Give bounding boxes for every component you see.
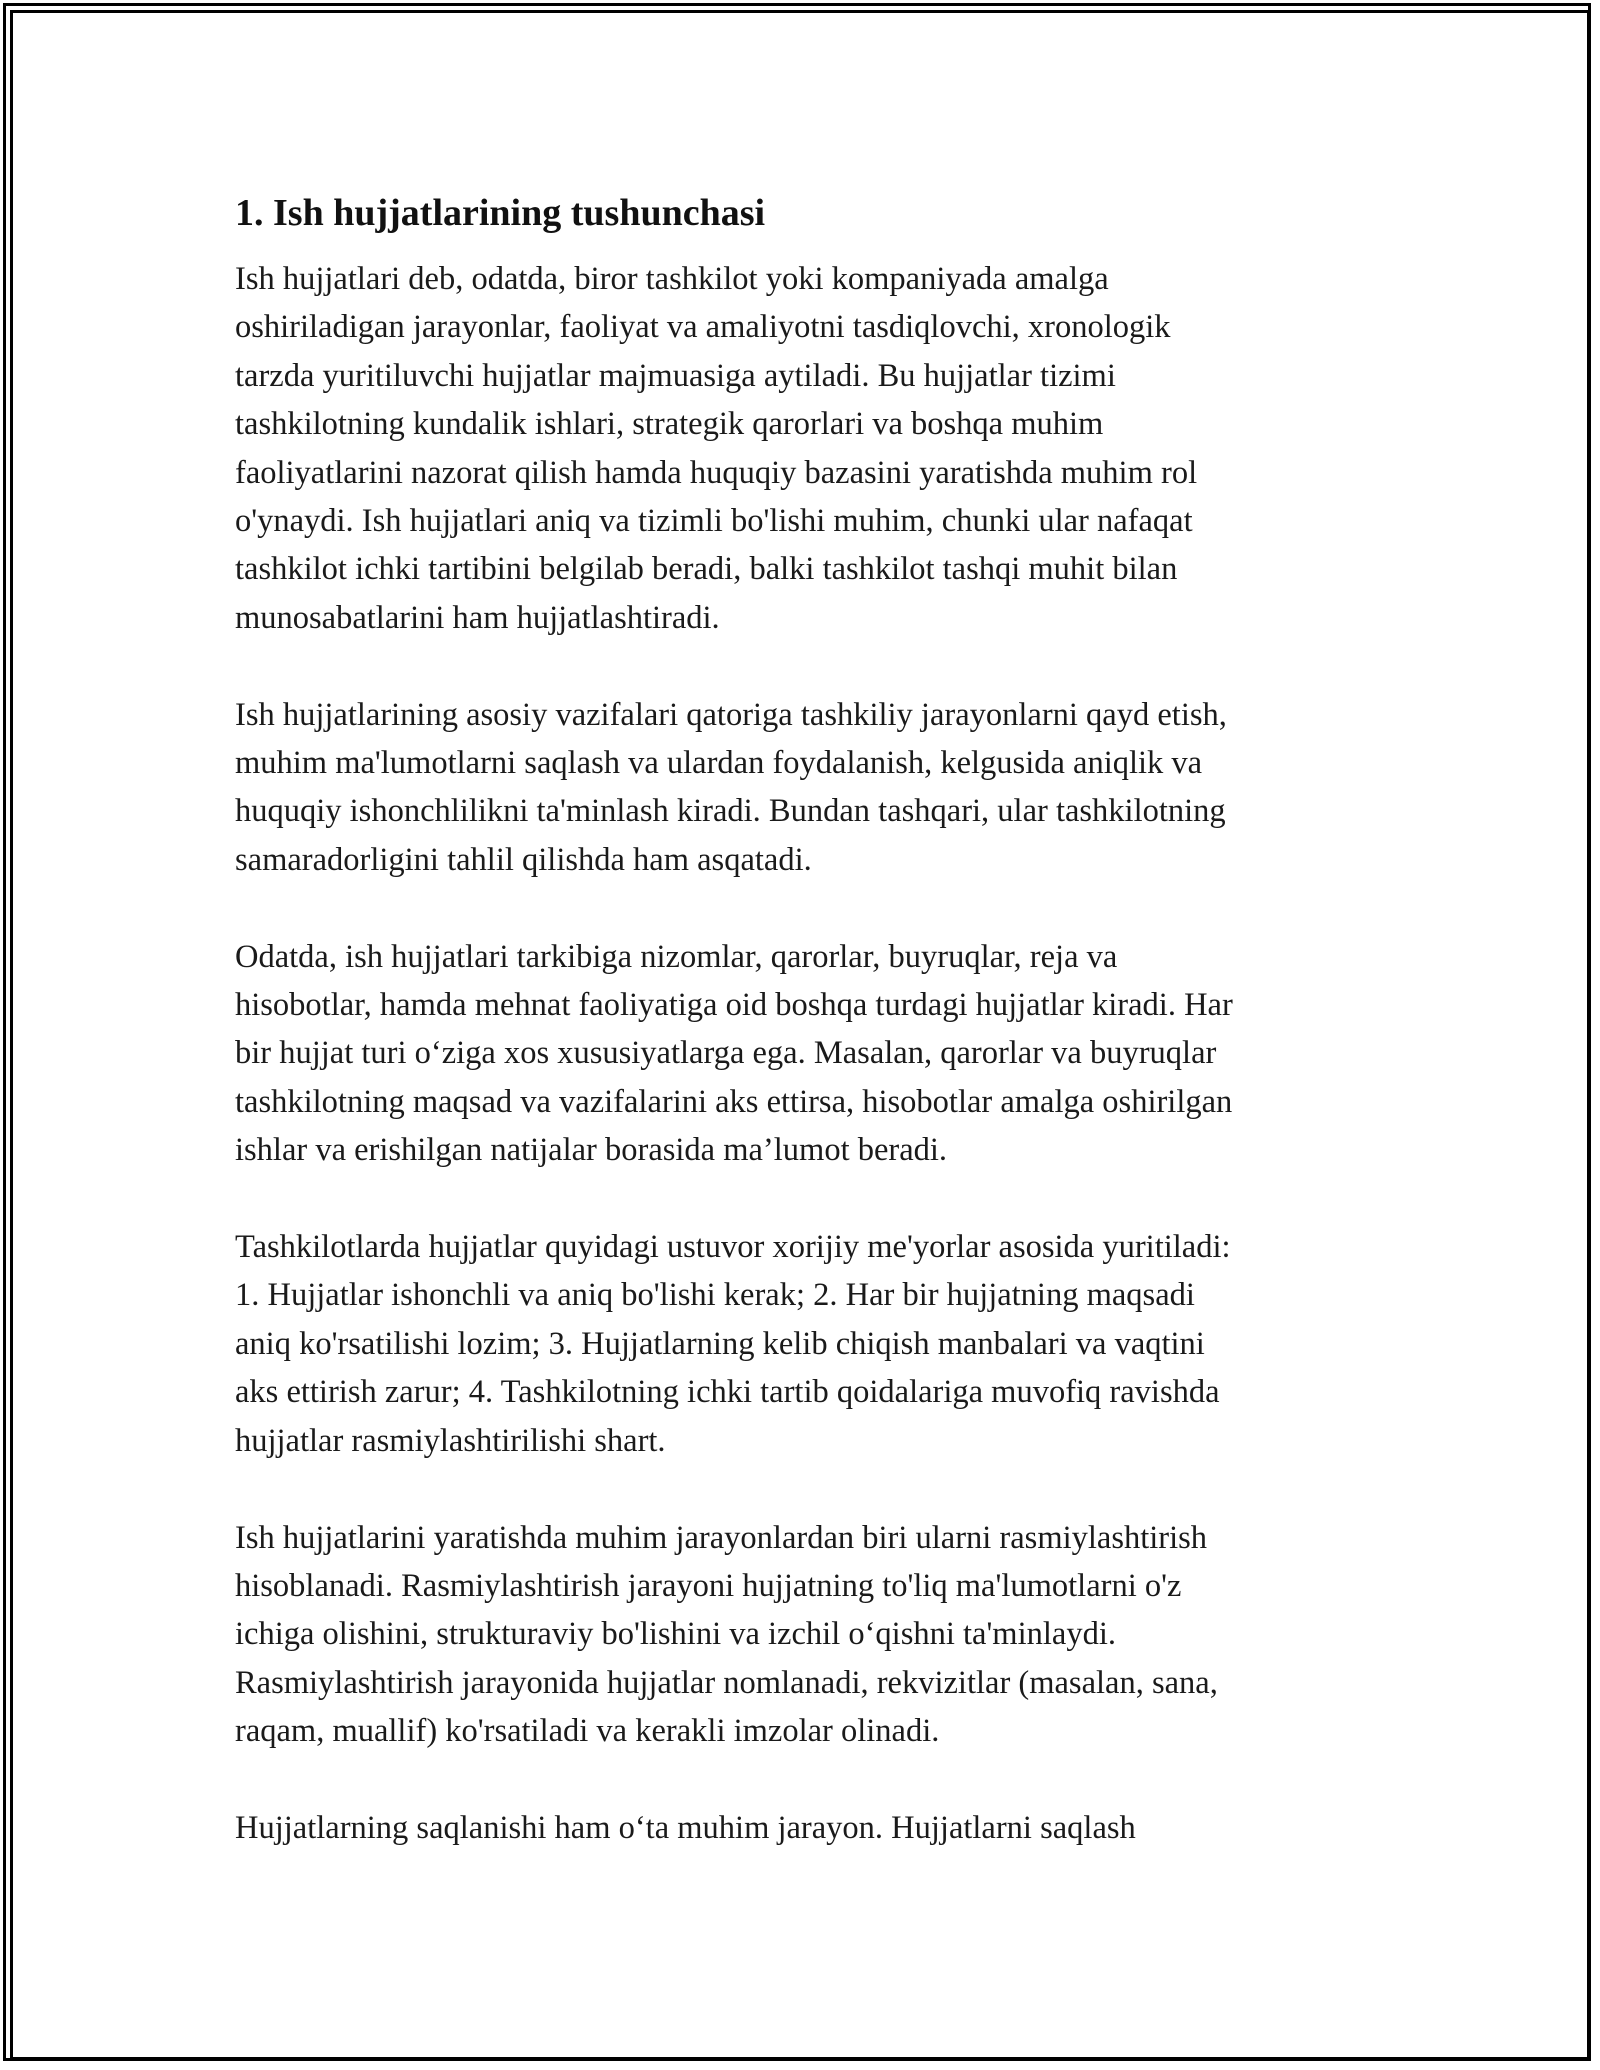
text-line: hisoblanadi. Rasmiylashtirish jarayoni hujjatning to'liq ma'lumotlarni o'z [235, 1567, 1182, 1604]
text-line: samaradorligini tahlil qilishda ham asqatadi. [235, 841, 812, 878]
paragraph-storage [235, 1804, 1375, 1852]
text-line: tashkilot ichki tartibini belgilab beradi, balki tashkilot tashqi muhit bilan [235, 551, 1178, 588]
section-heading: 1. Ish hujjatlarining tushunchasi [235, 192, 766, 234]
text-line: hisobotlar, hamda mehnat faoliyatiga oid boshqa turdagi hujjatlar kiradi. Har [235, 987, 1233, 1024]
text-line: ishlar va erishilgan natijalar borasida ma’lumot beradi. [235, 1132, 948, 1169]
text-line: o'ynaydi. Ish hujjatlari aniq va tizimli bo'lishi muhim, chunki ular nafaqat [235, 503, 1193, 540]
text-line: tashkilotning kundalik ishlari, strategik qarorlari va boshqa muhim [235, 406, 1104, 443]
text-line: 1. Hujjatlar ishonchli va aniq bo'lishi kerak; 2. Har bir hujjatning maqsadi [235, 1277, 1195, 1314]
text-line: Hujjatlarning saqlanishi ham o‘ta muhim jarayon. Hujjatlarni saqlash [235, 1809, 1136, 1846]
paragraph-composition [235, 933, 1375, 1175]
text-line: Ish hujjatlarining asosiy vazifalari qatoriga tashkiliy jarayonlarni qayd etish, [235, 696, 1227, 733]
paragraph-formalization [235, 1514, 1375, 1756]
text-line: aniq ko'rsatilishi lozim; 3. Hujjatlarning kelib chiqish manbalari va vaqtini [235, 1325, 1205, 1362]
text-line: munosabatlarini ham hujjatlashtiradi. [235, 599, 720, 636]
text-line: tashkilotning maqsad va vazifalarini aks ettirsa, hisobotlar amalga oshirilgan [235, 1083, 1233, 1120]
document-body [235, 185, 1375, 1901]
text-line: ichiga olishini, strukturaviy bo'lishini va izchil o‘qishni ta'minlaydi. [235, 1616, 1116, 1653]
paragraph-standards [235, 1223, 1375, 1465]
text-line: raqam, muallif) ko'rsatiladi va kerakli imzolar olinadi. [235, 1713, 940, 1750]
text-line: tarzda yuritiluvchi hujjatlar majmuasiga aytiladi. Bu hujjatlar tizimi [235, 357, 1116, 394]
text-line: bir hujjat turi o‘ziga xos xususiyatlarga ega. Masalan, qarorlar va buyruqlar [235, 1035, 1217, 1072]
paragraph-functions [235, 691, 1375, 885]
text-line: Tashkilotlarda hujjatlar quyidagi ustuvor xorijiy me'yorlar asosida yuritiladi: [235, 1229, 1231, 1266]
paragraph-definition [235, 255, 1375, 642]
text-line: hujjatlar rasmiylashtirilishi shart. [235, 1422, 666, 1459]
text-line: faoliyatlarini nazorat qilish hamda huquqiy bazasini yaratishda muhim rol [235, 454, 1198, 491]
text-line: Odatda, ish hujjatlari tarkibiga nizomlar, qarorlar, buyruqlar, reja va [235, 938, 1118, 975]
text-line: oshiriladigan jarayonlar, faoliyat va amaliyotni tasdiqlovchi, xronologik [235, 309, 1171, 346]
text-line: muhim ma'lumotlarni saqlash va ulardan foydalanish, kelgusida aniqlik va [235, 745, 1203, 782]
text-line: huquqiy ishonchlilikni ta'minlash kiradi. Bundan tashqari, ular tashkilotning [235, 793, 1226, 830]
text-line: Ish hujjatlari deb, odatda, biror tashkilot yoki kompaniyada amalga [235, 261, 1109, 297]
text-line: aks ettirish zarur; 4. Tashkilotning ichki tartib qoidalariga muvofiq ravishda [235, 1374, 1220, 1411]
text-line: Rasmiylashtirish jarayonida hujjatlar nomlanadi, rekvizitlar (masalan, sana, [235, 1664, 1218, 1701]
text-line: Ish hujjatlarini yaratishda muhim jarayonlardan biri ularni rasmiylashtirish [235, 1519, 1208, 1556]
